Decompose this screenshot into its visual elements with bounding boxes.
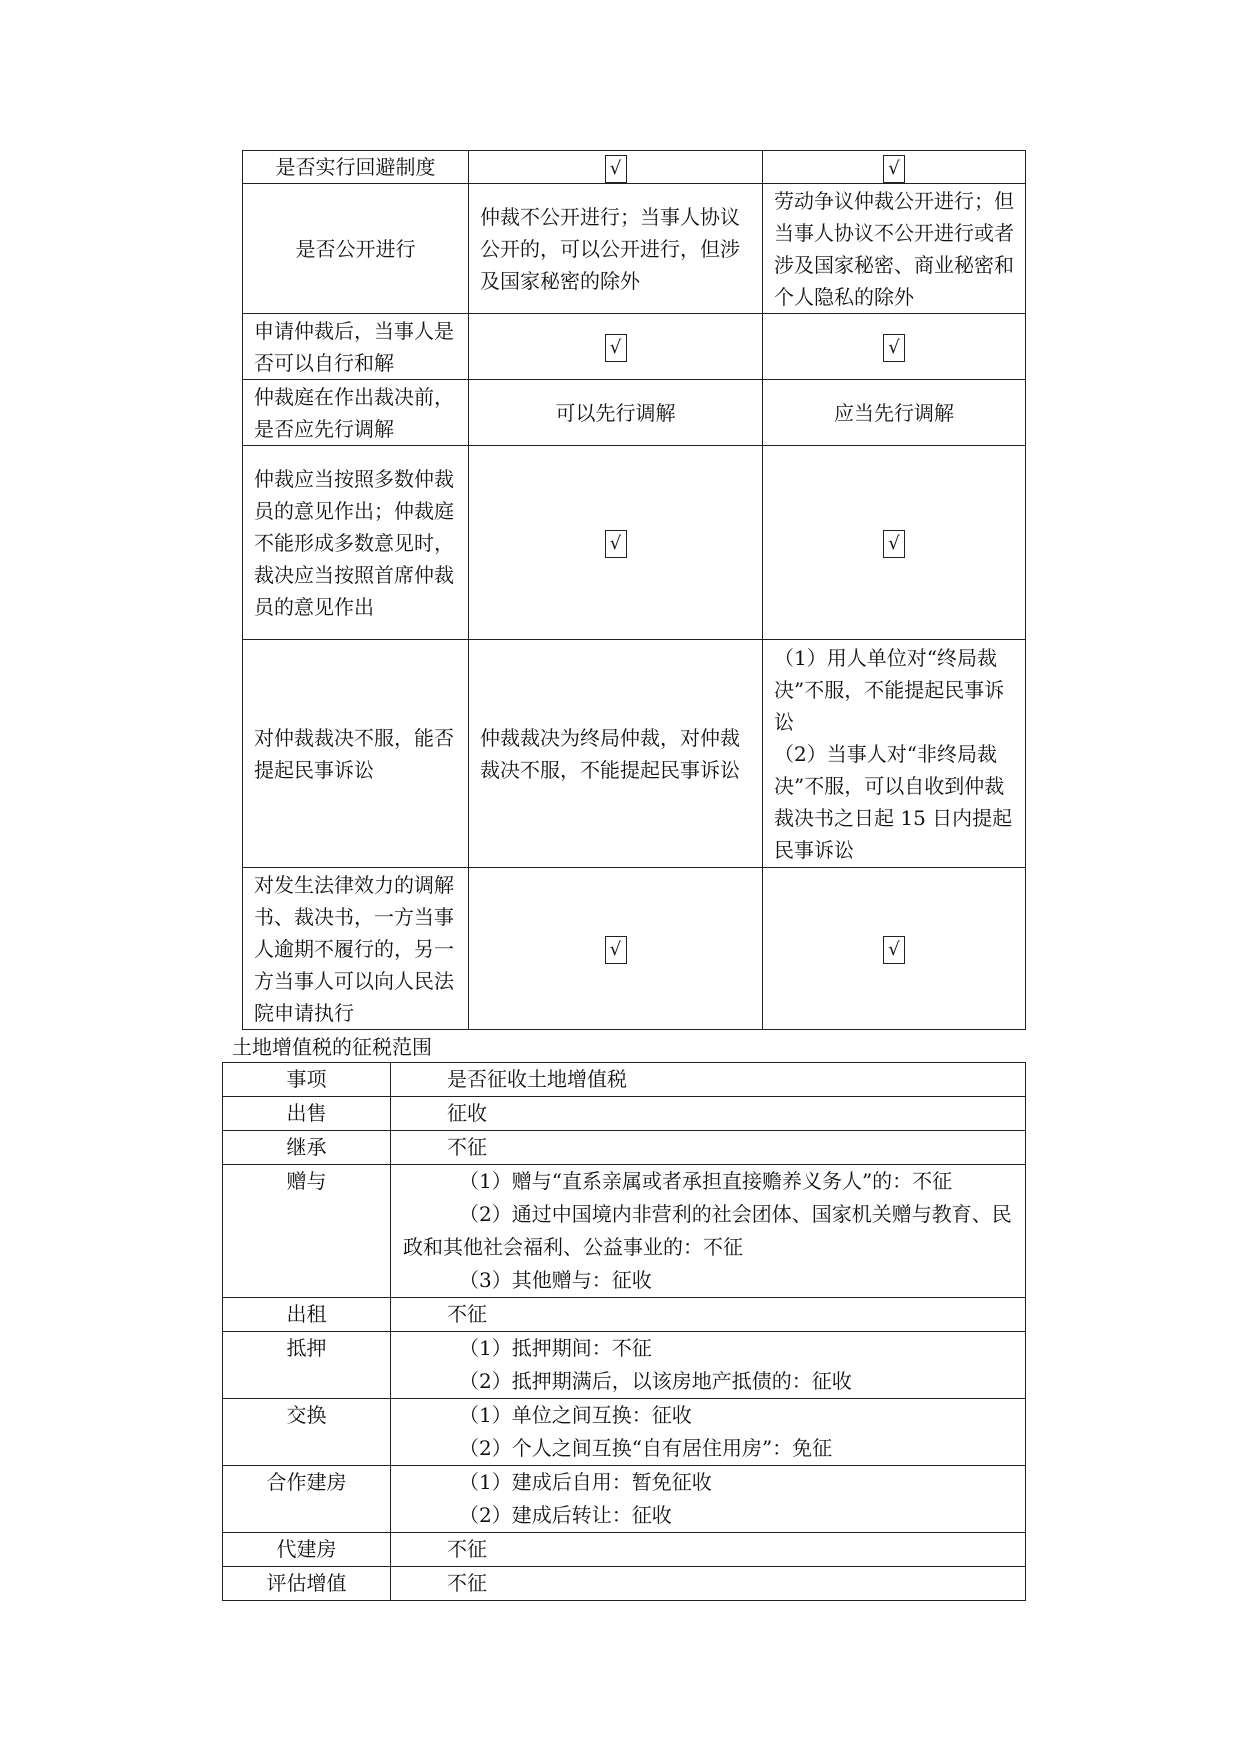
status-line: （2）抵押期满后，以该房地产抵债的：征收: [459, 1369, 852, 1393]
check-mark-icon: √: [883, 334, 905, 362]
row-label: 是否实行回避制度: [243, 151, 469, 184]
status-line: （3）其他赠与：征收: [459, 1268, 652, 1292]
land-vat-scope-table: [222, 1062, 1026, 1601]
table-row: [223, 1097, 1026, 1131]
cell-text: 仲裁不公开进行；当事人协议公开的，可以公开进行，但涉及国家秘密的除外: [469, 184, 763, 314]
cell-text: 仲裁裁决为终局仲裁，对仲裁裁决不服，不能提起民事诉讼: [469, 640, 763, 868]
status-line: （2）通过中国境内非营利的社会团体、国家机关赠与教育、民政和其他社会福利、公益事业的：不征: [403, 1202, 1012, 1259]
table-row: [223, 1131, 1026, 1165]
status-line: （1）抵押期间：不征: [459, 1336, 652, 1360]
status-line: 征收: [447, 1101, 487, 1125]
check-mark-icon: √: [605, 530, 627, 558]
status-cell: [391, 1533, 1026, 1567]
status-cell: [391, 1466, 1026, 1533]
cell-text: 应当先行调解: [763, 380, 1026, 446]
item-cell: 出租: [223, 1298, 391, 1332]
status-cell: [391, 1097, 1026, 1131]
status-line: 不征: [447, 1302, 487, 1326]
table-row: [223, 1165, 1026, 1298]
table-row: [243, 868, 1026, 1030]
header-status: 是否征收土地增值税: [391, 1063, 1026, 1097]
item-cell: 继承: [223, 1131, 391, 1165]
status-cell: [391, 1332, 1026, 1399]
table-row: [223, 1567, 1026, 1601]
item-cell: 代建房: [223, 1533, 391, 1567]
row-label: 仲裁庭在作出裁决前，是否应先行调解: [243, 380, 469, 446]
item-cell: 抵押: [223, 1332, 391, 1399]
status-cell: [391, 1131, 1026, 1165]
item-cell: 交换: [223, 1399, 391, 1466]
row-label: 仲裁应当按照多数仲裁员的意见作出；仲裁庭不能形成多数意见时，裁决应当按照首席仲裁员的意见作出: [243, 446, 469, 640]
table-row: [243, 314, 1026, 380]
status-line: （2）建成后转让：征收: [459, 1503, 672, 1527]
item-cell: 赠与: [223, 1165, 391, 1298]
status-cell: [391, 1165, 1026, 1298]
table-row: [223, 1399, 1026, 1466]
table-row: [243, 151, 1026, 184]
row-label: 对仲裁裁决不服，能否提起民事诉讼: [243, 640, 469, 868]
table-caption: 土地增值税的征税范围: [232, 1035, 432, 1059]
row-label: 是否公开进行: [243, 184, 469, 314]
item-cell: 评估增值: [223, 1567, 391, 1601]
status-line: 不征: [447, 1571, 487, 1595]
status-line: （1）建成后自用：暂免征收: [459, 1470, 712, 1494]
table-row: [223, 1533, 1026, 1567]
check-mark-icon: √: [883, 936, 905, 964]
table-header-row: [223, 1063, 1026, 1097]
check-mark-icon: √: [605, 155, 627, 183]
table-row: [243, 380, 1026, 446]
status-cell: [391, 1567, 1026, 1601]
status-cell: [391, 1399, 1026, 1466]
arbitration-comparison-table: [242, 150, 1026, 1030]
cell-text: 可以先行调解: [469, 380, 763, 446]
status-line: （1）单位之间互换：征收: [459, 1403, 692, 1427]
table-row: [223, 1332, 1026, 1399]
table-row: [223, 1466, 1026, 1533]
row-label: 申请仲裁后，当事人是否可以自行和解: [243, 314, 469, 380]
cell-text: （1）用人单位对“终局裁决”不服，不能提起民事诉讼 （2）当事人对“非终局裁决”不服，可以自收到仲裁裁决书之日起 15 日内提起民事诉讼: [763, 640, 1026, 868]
item-cell: 出售: [223, 1097, 391, 1131]
check-mark-icon: √: [883, 155, 905, 183]
table-row: [243, 184, 1026, 314]
row-label: 对发生法律效力的调解书、裁决书，一方当事人逾期不履行的，另一方当事人可以向人民法院申请执行: [243, 868, 469, 1030]
table-row: [223, 1298, 1026, 1332]
check-mark-icon: √: [605, 334, 627, 362]
status-line: 不征: [447, 1537, 487, 1561]
table-row: [243, 446, 1026, 640]
status-line: （1）赠与“直系亲属或者承担直接赡养义务人”的：不征: [459, 1169, 953, 1193]
cell-text: 劳动争议仲裁公开进行；但当事人协议不公开进行或者涉及国家秘密、商业秘密和个人隐私的除外: [763, 184, 1026, 314]
status-line: （2）个人之间互换“自有居住用房”：免征: [459, 1436, 833, 1460]
status-line: 不征: [447, 1135, 487, 1159]
header-item: 事项: [223, 1063, 391, 1097]
table-row: [243, 640, 1026, 868]
check-mark-icon: √: [605, 936, 627, 964]
item-cell: 合作建房: [223, 1466, 391, 1533]
status-cell: [391, 1298, 1026, 1332]
check-mark-icon: √: [883, 530, 905, 558]
